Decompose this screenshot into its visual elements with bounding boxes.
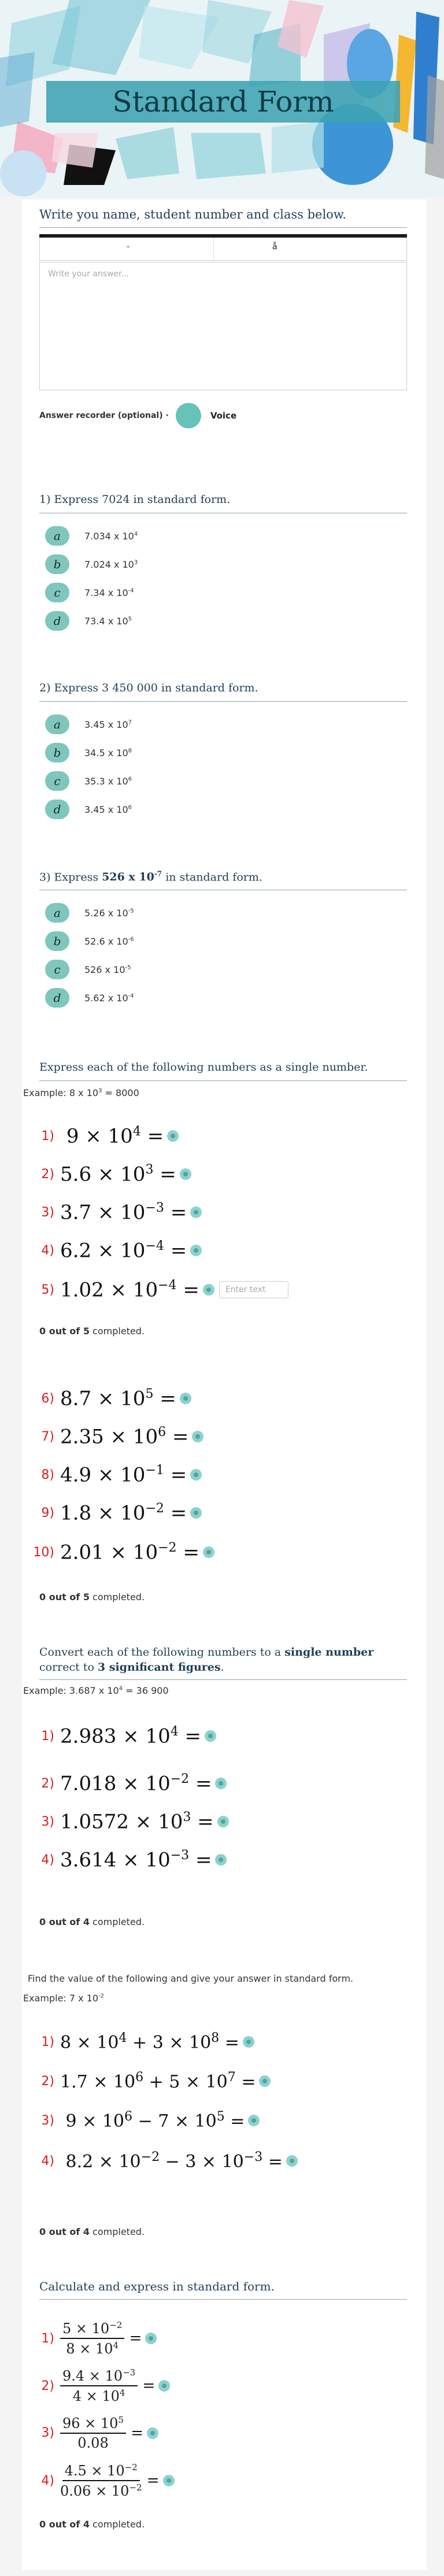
option-text: 3.45 x $10^6$ (84, 804, 132, 815)
option-letter: c (45, 960, 69, 979)
item-number: 1) (41, 2034, 54, 2049)
s1-item-1 (28, 1124, 179, 1148)
answer-recorder (39, 403, 236, 428)
answer-slot[interactable] (190, 1245, 202, 1256)
answer-placeholder: Write your answer... (48, 269, 129, 279)
answer-slot[interactable] (217, 1816, 229, 1827)
q1-option-c[interactable] (45, 583, 134, 602)
answer-slot[interactable] (259, 2075, 271, 2087)
option-text: 7.024 x $10^3$ (84, 558, 138, 570)
item-number: 4) (41, 2153, 54, 2168)
fraction: $\frac{5 \times 10^{-2}}{8 \times 10^4}$ (60, 2320, 124, 2357)
intro-heading: Write you name, student number and class below. (39, 208, 346, 221)
expression: $3.614 \times 10^{-3}$ = (60, 1848, 212, 1872)
option-letter: a (45, 903, 69, 923)
divider (39, 227, 407, 228)
header-banner (0, 0, 444, 197)
option-letter: a (45, 715, 69, 734)
item-number: 9) (41, 1505, 54, 1520)
s2-item-6 (28, 1387, 191, 1410)
expression: $2.983 \times 10^4$ = (60, 1724, 201, 1748)
s3-item-2 (28, 1772, 227, 1795)
question-1: 1) Express 7024 in standard form. (39, 493, 231, 506)
item-number: 2) (41, 1167, 54, 1182)
item-number: 1) (41, 1128, 54, 1143)
expression: $3.7 \times 10^{-3}$ = (60, 1201, 187, 1224)
s4-item-3 (28, 2109, 260, 2131)
answer-slot[interactable] (180, 1168, 191, 1180)
option-text: 52.6 x $10^{-6}$ (84, 935, 134, 947)
answer-slot[interactable] (192, 1431, 204, 1442)
section-1-example: Example: 8 x $10^3 = 8000$ (23, 1087, 139, 1098)
answer-slot[interactable] (248, 2115, 260, 2126)
item-number: 1) (41, 2331, 54, 2346)
section-4-example: Example: 7 x $10^{-2}$ (23, 1993, 105, 2004)
fraction: $\frac{96 \times 10^5}{0.08}$ (60, 2415, 126, 2451)
option-text: 73.4 x $10^5$ (84, 615, 132, 627)
option-text: 7.34 x $10^{-4}$ (84, 587, 134, 598)
q3-option-c[interactable] (45, 960, 131, 979)
option-letter: b (45, 931, 69, 951)
expression: $2.35 \times 10^6$ = (60, 1425, 189, 1449)
s1-item-4 (28, 1239, 202, 1262)
q3-option-d[interactable] (45, 988, 134, 1008)
expression: $9 \times 10^4$ = (66, 1124, 164, 1148)
q2-option-b[interactable] (45, 743, 132, 763)
answer-slot[interactable] (190, 1507, 202, 1519)
item-number: 2) (41, 2074, 54, 2089)
item-number: 4) (41, 2473, 54, 2488)
divider (39, 1080, 407, 1081)
item-number: 3) (41, 1814, 54, 1829)
answer-slot[interactable] (286, 2155, 298, 2167)
option-letter: d (45, 800, 69, 819)
divider (39, 701, 407, 702)
q1-option-a[interactable] (45, 526, 138, 546)
s5-item-2: 2) $\frac{9.4 \times 10^{-3}}{4 \times 10^4}$ = (28, 2367, 170, 2404)
option-letter: c (45, 771, 69, 791)
answer-slot[interactable] (180, 1393, 191, 1404)
section-2-progress: 0 out of 5 completed. (39, 1592, 145, 1602)
option-letter: b (45, 554, 69, 574)
q1-option-d[interactable] (45, 611, 132, 631)
enter-text-input[interactable]: Enter text (219, 1281, 288, 1298)
expression: $6.2 \times 10^{-4}$ = (60, 1239, 187, 1263)
answer-slot[interactable] (243, 2036, 254, 2048)
divider (39, 1679, 407, 1680)
item-number: 5) (41, 1282, 54, 1297)
answer-slot[interactable] (203, 1546, 214, 1558)
option-text: 5.62 x $10^{-4}$ (84, 992, 134, 1004)
item-number: 7) (41, 1429, 54, 1444)
worksheet (22, 199, 427, 2570)
question-2: 2) Express 3 450 000 in standard form. (39, 682, 258, 694)
page-title: Standard Form (112, 85, 334, 119)
section-1-heading: Express each of the following numbers as a single number. (39, 1061, 368, 1074)
item-number: 4) (41, 1852, 54, 1867)
answer-slot[interactable] (190, 1469, 202, 1481)
title-banner (46, 81, 400, 123)
answer-slot[interactable] (163, 2475, 175, 2486)
section-3-example: Example: 3.687 x $10^4 = 36$ 900 (23, 1685, 169, 1696)
answer-textarea[interactable] (39, 262, 407, 390)
option-letter: d (45, 611, 69, 631)
s1-item-5 (28, 1278, 288, 1301)
answer-slot[interactable] (147, 2427, 158, 2439)
option-letter: d (45, 988, 69, 1008)
option-text: 34.5 x $10^8$ (84, 747, 132, 758)
expression: $4.9 \times 10^{-1}$ = (60, 1463, 187, 1487)
item-number: 3) (41, 2426, 54, 2440)
q2-option-c[interactable] (45, 771, 132, 791)
item-number: 10) (33, 1545, 54, 1560)
s2-item-8 (28, 1463, 202, 1486)
s3-item-1 (28, 1724, 216, 1748)
s5-item-4: 4) $\frac{4.5 \times 10^{-2}}{0.06 \times 10^{-2}}$ = (28, 2462, 175, 2499)
s2-item-10 (28, 1541, 214, 1564)
section-1-progress: 0 out of 5 completed. (39, 1326, 145, 1337)
answer-slot[interactable] (205, 1730, 216, 1742)
expression: $1.0572 \times 10^3$ = (60, 1810, 214, 1834)
s4-item-1 (28, 2031, 254, 2053)
s1-item-2 (28, 1163, 191, 1186)
option-letter: b (45, 743, 69, 763)
option-letter: c (45, 583, 69, 602)
answer-slot[interactable] (190, 1206, 202, 1218)
item-number: 3) (41, 1205, 54, 1220)
table-col2-label: å (272, 242, 278, 251)
section-5-heading: Calculate and express in standard form. (39, 2279, 275, 2293)
answer-slot[interactable] (215, 1854, 227, 1866)
item-number: 1) (41, 1729, 54, 1744)
section-3-heading: Convert each of the following numbers to a single number correct to 3 significant figures. (39, 1646, 374, 1674)
divider (39, 2299, 407, 2300)
expression: $2.01 \times 10^{-2}$ = (60, 1541, 199, 1564)
answer-slot[interactable] (145, 2333, 157, 2344)
option-text: 35.3 x $10^6$ (84, 775, 132, 787)
question-3: 3) Express 526 x $10^{-7}$ in standard form. (39, 870, 262, 884)
option-text: 526 x $10^{-5}$ (84, 964, 131, 975)
expression: $1.8 \times 10^{-2}$ = (60, 1501, 187, 1525)
table-col1-label: - (127, 242, 130, 251)
option-text: 7.034 x $10^4$ (84, 530, 138, 542)
item-number: 4) (41, 1243, 54, 1258)
expression: $9 \times 10^6 - 7 \times 10^5$ = (65, 2109, 245, 2131)
s4-item-2 (28, 2070, 271, 2092)
section-4-heading: Find the value of the following and give your answer in standard form. (28, 1973, 354, 1984)
section-3-progress: 0 out of 4 completed. (39, 1916, 145, 1927)
expression: $5.6 \times 10^3$ = (60, 1163, 176, 1186)
section-5-progress: 0 out of 4 completed. (39, 2519, 145, 2530)
answer-slot[interactable] (215, 1778, 227, 1789)
answer-slot[interactable] (167, 1130, 179, 1142)
item-number: 2) (41, 2378, 54, 2393)
section-4-progress: 0 out of 4 completed. (39, 2226, 145, 2237)
q1-option-b[interactable] (45, 554, 138, 574)
expression: $8.2 \times 10^{-2} - 3 \times 10^{-3}$ = (65, 2150, 283, 2172)
q3-option-a[interactable] (45, 903, 134, 923)
q2-option-d[interactable] (45, 800, 132, 819)
expression: $1.02 \times 10^{-4}$ = (60, 1278, 199, 1302)
s4-item-4 (28, 2150, 298, 2172)
fraction: $\frac{9.4 \times 10^{-3}}{4 \times 10^4}$ (60, 2367, 138, 2404)
item-number: 6) (41, 1391, 54, 1406)
s2-item-9 (28, 1501, 202, 1524)
s5-item-1: 1) $\frac{5 \times 10^{-2}}{8 \times 10^4}$ = (28, 2320, 157, 2357)
s1-item-3 (28, 1201, 202, 1224)
expression: $8 \times 10^4 + 3 \times 10^8$ = (60, 2031, 239, 2053)
expression: $8.7 \times 10^5$ = (60, 1387, 176, 1411)
item-number: 2) (41, 1776, 54, 1791)
voice-label: Voice (210, 410, 237, 421)
s5-item-3: 3) $\frac{96 \times 10^5}{0.08}$ = (28, 2415, 158, 2451)
option-letter: a (45, 526, 69, 546)
item-number: 3) (41, 2113, 54, 2128)
s2-item-7 (28, 1425, 204, 1448)
record-button[interactable] (176, 403, 201, 428)
name-table[interactable] (39, 238, 407, 261)
s3-item-4 (28, 1848, 227, 1871)
q3-option-b[interactable] (45, 931, 134, 951)
item-number: 8) (41, 1467, 54, 1482)
fraction: $\frac{4.5 \times 10^{-2}}{0.06 \times 10^{-2}}$ (60, 2462, 142, 2499)
s3-item-3 (28, 1810, 229, 1833)
expression: $7.018 \times 10^{-2}$ = (60, 1772, 212, 1796)
option-text: 3.45 x $10^7$ (84, 719, 132, 730)
option-text: 5.26 x $10^{-5}$ (84, 907, 134, 919)
expression: $1.7 \times 10^6 + 5 \times 10^7$ = (60, 2070, 256, 2092)
q2-option-a[interactable] (45, 715, 132, 734)
answer-slot[interactable] (158, 2380, 170, 2392)
recorder-label: Answer recorder (optional) · (39, 411, 169, 420)
answer-slot[interactable] (203, 1284, 214, 1296)
